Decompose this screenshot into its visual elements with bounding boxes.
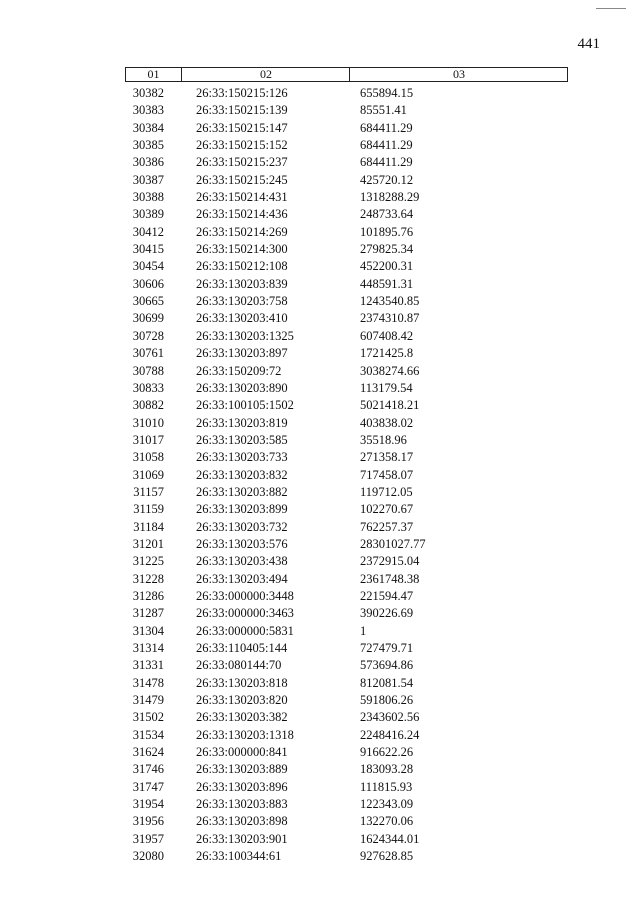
cell-cadastral-number: 26:33:150215:245: [196, 172, 288, 187]
cell-cadastral-number: 26:33:130203:758: [196, 294, 288, 309]
cell-value: 2343602.56: [360, 710, 420, 725]
cell-value: 271358.17: [360, 450, 414, 465]
cell-value: 183093.28: [360, 762, 414, 777]
cell-id: 31747: [132, 779, 164, 794]
table-row: [0, 310, 640, 327]
table-row: [0, 692, 640, 709]
cell-value: 1624344.01: [360, 831, 420, 846]
table-body: [0, 85, 640, 865]
cell-cadastral-number: 26:33:150214:300: [196, 242, 288, 257]
cell-value: 2361748.38: [360, 571, 420, 586]
page-number: 441: [577, 36, 600, 52]
cell-value: 452200.31: [360, 259, 414, 274]
cell-value: 85551.41: [360, 103, 407, 118]
cell-id: 31184: [133, 519, 164, 534]
table-header: [125, 67, 568, 82]
header-col-03: 03: [349, 68, 568, 81]
cell-value: 916622.26: [360, 745, 414, 760]
cell-value: 101895.76: [360, 224, 414, 239]
cell-cadastral-number: 26:33:130203:896: [196, 779, 288, 794]
cell-id: 31017: [132, 432, 164, 447]
cell-cadastral-number: 26:33:130203:576: [196, 536, 288, 551]
table-row: [0, 813, 640, 830]
cell-id: 30382: [132, 86, 164, 100]
cell-cadastral-number: 26:33:000000:3463: [196, 606, 294, 621]
cell-cadastral-number: 26:33:130203:818: [196, 675, 288, 690]
cell-value: 573694.86: [360, 658, 414, 673]
cell-value: 1318288.29: [360, 190, 420, 205]
cell-cadastral-number: 26:33:130203:890: [196, 380, 288, 395]
cell-id: 31746: [132, 762, 164, 777]
table-row: [0, 293, 640, 310]
cell-id: 31159: [133, 502, 164, 517]
cell-id: 31624: [132, 745, 164, 760]
cell-value: 607408.42: [360, 328, 414, 343]
cell-value: 684411.29: [360, 138, 413, 153]
cell-value: 122343.09: [360, 797, 414, 812]
cell-value: 684411.29: [360, 155, 413, 170]
cell-cadastral-number: 26:33:130203:832: [196, 467, 288, 482]
cell-cadastral-number: 26:33:130203:901: [196, 831, 288, 846]
cell-value: 448591.31: [360, 276, 414, 291]
table-row: [0, 553, 640, 570]
table-row: [0, 571, 640, 588]
cell-id: 32080: [132, 849, 164, 864]
cell-cadastral-number: 26:33:130203:839: [196, 276, 288, 291]
cell-cadastral-number: 26:33:110405:144: [196, 641, 288, 655]
table-row: [0, 172, 640, 189]
table-row: [0, 848, 640, 865]
cell-value: 2372915.04: [360, 554, 420, 569]
cell-value: 812081.54: [360, 675, 414, 690]
table-row: [0, 363, 640, 380]
cell-value: 119712.05: [360, 484, 413, 499]
cell-id: 31957: [132, 831, 164, 846]
cell-cadastral-number: 26:33:100344:61: [196, 849, 282, 864]
cell-cadastral-number: 26:33:130203:883: [196, 797, 288, 812]
cell-value: 403838.02: [360, 415, 414, 430]
header-col-02: 02: [181, 68, 350, 81]
cell-id: 30383: [132, 103, 164, 118]
table-row: [0, 779, 640, 796]
cell-cadastral-number: 26:33:130203:585: [196, 432, 288, 447]
cell-cadastral-number: 26:33:150215:147: [196, 120, 288, 135]
cell-cadastral-number: 26:33:150209:72: [196, 363, 282, 378]
cell-cadastral-number: 26:33:130203:732: [196, 519, 288, 534]
table-row: [0, 796, 640, 813]
cell-id: 31287: [132, 606, 164, 621]
cell-cadastral-number: 26:33:130203:382: [196, 710, 288, 725]
cell-cadastral-number: 26:33:130203:819: [196, 415, 288, 430]
cell-cadastral-number: 26:33:130203:820: [196, 693, 288, 708]
cell-id: 31534: [132, 727, 164, 742]
table-row: [0, 328, 640, 345]
cell-cadastral-number: 26:33:100105:1502: [196, 398, 294, 413]
table-row: [0, 85, 640, 102]
table-row: [0, 241, 640, 258]
table-row: [0, 415, 640, 432]
cell-cadastral-number: 26:33:150215:126: [196, 86, 288, 100]
cell-value: 35518.96: [360, 432, 407, 447]
cell-id: 30882: [132, 398, 164, 413]
table-row: [0, 709, 640, 726]
table-row: [0, 605, 640, 622]
cell-value: 113179.54: [360, 380, 413, 395]
cell-id: 30386: [132, 155, 164, 170]
cell-id: 30833: [132, 380, 164, 395]
cell-id: 31286: [132, 588, 164, 603]
cell-id: 31201: [132, 536, 164, 551]
cell-cadastral-number: 26:33:000000:5831: [196, 623, 294, 638]
cell-cadastral-number: 26:33:150214:269: [196, 224, 288, 239]
cell-id: 30412: [132, 224, 164, 239]
cell-id: 31331: [132, 658, 164, 673]
cell-cadastral-number: 26:33:150214:431: [196, 190, 288, 205]
cell-cadastral-number: 26:33:150214:436: [196, 207, 288, 222]
table-row: [0, 189, 640, 206]
cell-id: 31010: [132, 415, 164, 430]
cell-value: 248733.64: [360, 207, 414, 222]
table-row: [0, 345, 640, 362]
cell-value: 5021418.21: [360, 398, 420, 413]
cell-value: 684411.29: [360, 120, 413, 135]
cell-id: 30454: [132, 259, 164, 274]
table-row: [0, 623, 640, 640]
cell-cadastral-number: 26:33:000000:3448: [196, 588, 294, 603]
cell-value: 2248416.24: [360, 727, 420, 742]
table-row: [0, 432, 640, 449]
cell-value: 390226.69: [360, 606, 414, 621]
cell-id: 30385: [132, 138, 164, 153]
cell-cadastral-number: 26:33:130203:899: [196, 502, 288, 517]
header-col-01: 01: [147, 67, 160, 81]
cell-id: 31502: [132, 710, 164, 725]
cell-value: 591806.26: [360, 693, 414, 708]
cell-value: 762257.37: [360, 519, 414, 534]
cell-cadastral-number: 26:33:150215:139: [196, 103, 288, 118]
table-row: [0, 380, 640, 397]
table-row: [0, 258, 640, 275]
table-row: [0, 501, 640, 518]
cell-cadastral-number: 26:33:130203:410: [196, 311, 288, 326]
cell-value: 1243540.85: [360, 294, 420, 309]
table-row: [0, 206, 640, 223]
table-row: [0, 154, 640, 171]
table-row: [0, 536, 640, 553]
table-row: [0, 519, 640, 536]
cell-value: 1: [360, 623, 367, 638]
cell-id: 31956: [132, 814, 164, 829]
cell-cadastral-number: 26:33:130203:438: [196, 554, 288, 569]
cell-value: 279825.34: [360, 242, 414, 257]
cell-id: 30761: [132, 346, 164, 361]
cell-id: 31478: [132, 675, 164, 690]
cell-cadastral-number: 26:33:130203:898: [196, 814, 288, 829]
cell-cadastral-number: 26:33:130203:494: [196, 571, 288, 586]
cell-value: 28301027.77: [360, 536, 426, 551]
cell-id: 30389: [132, 207, 164, 222]
table-row: [0, 224, 640, 241]
cell-cadastral-number: 26:33:150215:152: [196, 138, 288, 153]
cell-id: 30384: [132, 120, 164, 135]
table-row: [0, 449, 640, 466]
cell-id: 30415: [132, 242, 164, 257]
cell-value: 221594.47: [360, 588, 414, 603]
cell-id: 31069: [132, 467, 164, 482]
cell-cadastral-number: 26:33:130203:882: [196, 484, 288, 499]
cell-id: 31954: [132, 797, 164, 812]
cell-value: 927628.85: [360, 849, 414, 864]
cell-value: 425720.12: [360, 172, 414, 187]
cell-cadastral-number: 26:33:130203:889: [196, 762, 288, 777]
cell-id: 31225: [132, 554, 164, 569]
cell-value: 102270.67: [360, 502, 414, 517]
cell-id: 30665: [132, 294, 164, 309]
cell-cadastral-number: 26:33:150215:237: [196, 155, 288, 170]
table-row: [0, 640, 640, 657]
cell-id: 30728: [132, 328, 164, 343]
cell-value: 655894.15: [360, 86, 414, 100]
table-row: [0, 588, 640, 605]
table-row: [0, 102, 640, 119]
table-row: [0, 484, 640, 501]
table-row: [0, 467, 640, 484]
table-row: [0, 397, 640, 414]
cell-id: 30606: [132, 276, 164, 291]
table-row: [0, 761, 640, 778]
cell-value: 3038274.66: [360, 363, 420, 378]
cell-id: 31157: [133, 484, 164, 499]
table-row: [0, 831, 640, 848]
table-row: [0, 675, 640, 692]
cell-id: 30387: [132, 172, 164, 187]
cell-value: 132270.06: [360, 814, 414, 829]
cell-value: 717458.07: [360, 467, 414, 482]
cell-value: 111815.93: [360, 779, 413, 794]
table-row: [0, 276, 640, 293]
cell-cadastral-number: 26:33:150212:108: [196, 259, 288, 274]
cell-cadastral-number: 26:33:130203:897: [196, 346, 288, 361]
table-row: [0, 727, 640, 744]
table-row: [0, 120, 640, 137]
table-row: [0, 744, 640, 761]
scan-edge-mark: [596, 8, 626, 9]
table-row: [0, 137, 640, 154]
table-row: [0, 657, 640, 674]
cell-id: 31304: [132, 623, 164, 638]
cell-cadastral-number: 26:33:130203:733: [196, 450, 288, 465]
cell-cadastral-number: 26:33:000000:841: [196, 745, 288, 760]
cell-id: 31228: [132, 571, 164, 586]
cell-id: 30699: [132, 311, 164, 326]
cell-value: 2374310.87: [360, 311, 420, 326]
cell-id: 30388: [132, 190, 164, 205]
cell-id: 31479: [132, 693, 164, 708]
cell-value: 727479.71: [360, 641, 414, 655]
cell-value: 1721425.8: [360, 346, 414, 361]
cell-id: 30788: [132, 363, 164, 378]
cell-id: 31058: [132, 450, 164, 465]
cell-cadastral-number: 26:33:080144:70: [196, 658, 282, 673]
cell-cadastral-number: 26:33:130203:1318: [196, 727, 294, 742]
cell-id: 31314: [132, 641, 164, 655]
cell-cadastral-number: 26:33:130203:1325: [196, 328, 294, 343]
